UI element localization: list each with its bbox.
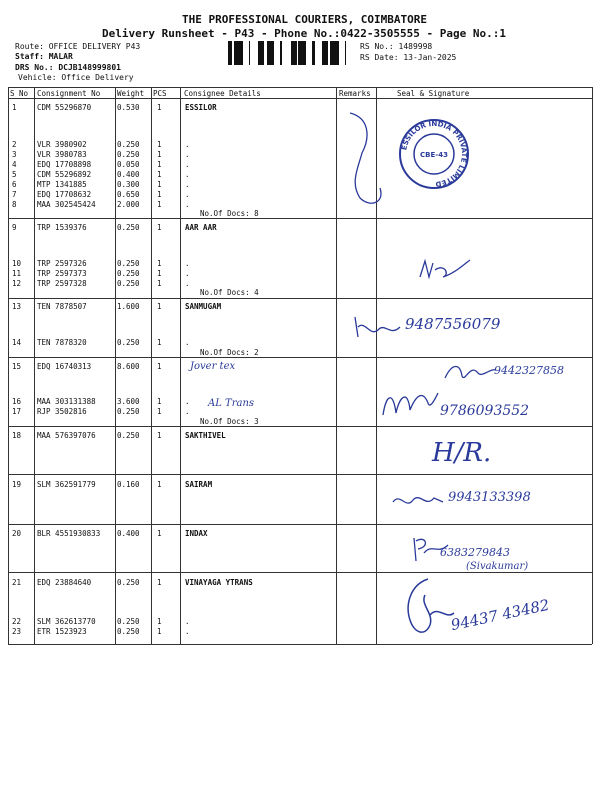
- row-consignment-no: VLR 3980902: [37, 140, 87, 149]
- row-consignment-no: MTP 1341885: [37, 180, 87, 189]
- col-header-sno: S No: [10, 89, 29, 98]
- row-weight: 0.400: [117, 529, 140, 538]
- row-weight: 0.250: [117, 578, 140, 587]
- row-weight: 0.250: [117, 338, 140, 347]
- row-weight: 0.250: [117, 140, 140, 149]
- row-pcs: 1: [157, 627, 162, 636]
- signature-row21: [400, 575, 458, 643]
- drs-number: DRS No.: DCJB148999801: [15, 63, 121, 72]
- row-sno: 9: [12, 223, 17, 232]
- row-sno: 3: [12, 150, 17, 159]
- row-consignment-no: EDQ 17708898: [37, 160, 92, 169]
- row-sno: 10: [12, 259, 22, 268]
- row-consignee: .: [185, 407, 190, 416]
- row-consignment-no: TRP 2597373: [37, 269, 87, 278]
- row-consignee: INDAX: [185, 529, 208, 538]
- row-pcs: 1: [157, 578, 162, 587]
- row-sno: 12: [12, 279, 22, 288]
- col-header-consignee: Consignee Details: [184, 89, 261, 98]
- row-pcs: 1: [157, 180, 162, 189]
- row-weight: 0.250: [117, 617, 140, 626]
- row-consignment-no: TEN 7878320: [37, 338, 87, 347]
- row-weight: 0.250: [117, 150, 140, 159]
- row-consignment-no: MAA 303131388: [37, 397, 96, 406]
- row-pcs: 1: [157, 480, 162, 489]
- row-weight: 0.400: [117, 170, 140, 179]
- row-pcs: 1: [157, 170, 162, 179]
- row-sno: 6: [12, 180, 17, 189]
- row-pcs: 1: [157, 259, 162, 268]
- row-consignee: .: [185, 160, 190, 169]
- row-pcs: 1: [157, 160, 162, 169]
- row-consignment-no: BLR 4551930833: [37, 529, 101, 538]
- handwritten-phone-r19: 9943133398: [448, 490, 531, 505]
- row-sno: 16: [12, 397, 22, 406]
- row-consignee: .: [185, 617, 190, 626]
- row-consignment-no: SLM 362591779: [37, 480, 96, 489]
- signature-row19: [388, 490, 448, 512]
- vehicle-label: Vehicle: Office Delivery: [18, 73, 134, 82]
- doc-count: No.Of Docs: 2: [200, 348, 259, 357]
- row-weight: 0.250: [117, 627, 140, 636]
- row-consignee: .: [185, 180, 190, 189]
- row-pcs: 1: [157, 362, 162, 371]
- row-consignment-no: SLM 362613770: [37, 617, 96, 626]
- row-sno: 13: [12, 302, 22, 311]
- row-consignee: .: [185, 259, 190, 268]
- row-weight: 3.600: [117, 397, 140, 406]
- row-pcs: 1: [157, 302, 162, 311]
- row-pcs: 1: [157, 200, 162, 209]
- row-consignee: .: [185, 269, 190, 278]
- doc-count: No.Of Docs: 4: [200, 288, 259, 297]
- row-sno: 23: [12, 627, 22, 636]
- row-sno: 15: [12, 362, 22, 371]
- row-weight: 0.250: [117, 279, 140, 288]
- row-consignee: SAIRAM: [185, 480, 213, 489]
- handwritten-consignee-r15: Jover tex: [190, 361, 236, 372]
- row-weight: 0.300: [117, 180, 140, 189]
- row-consignment-no: EDQ 23884640: [37, 578, 92, 587]
- signature-row13: [350, 312, 410, 342]
- row-consignment-no: TRP 2597328: [37, 279, 87, 288]
- row-pcs: 1: [157, 269, 162, 278]
- row-weight: 0.250: [117, 223, 140, 232]
- row-consignment-no: TRP 1539376: [37, 223, 87, 232]
- row-weight: 0.250: [117, 269, 140, 278]
- row-weight: 0.250: [117, 259, 140, 268]
- row-sno: 11: [12, 269, 22, 278]
- stamp-center-text: CBE-43: [420, 151, 448, 159]
- barcode: [228, 41, 354, 65]
- rs-number: RS No.: 1489998: [360, 42, 433, 51]
- row-consignment-no: RJP 3502816: [37, 407, 87, 416]
- row-consignment-no: EDQ 16740313: [37, 362, 92, 371]
- route-label: Route: OFFICE DELIVERY P43: [15, 42, 141, 51]
- row-consignee: .: [185, 140, 190, 149]
- handwritten-phone-r15: 9442327858: [494, 364, 564, 377]
- row-consignee: AAR AAR: [185, 223, 217, 232]
- row-consignee: SAKTHIVEL: [185, 431, 226, 440]
- row-weight: 2.000: [117, 200, 140, 209]
- row-consignment-no: VLR 3980783: [37, 150, 87, 159]
- row-consignee: .: [185, 627, 190, 636]
- row-weight: 0.650: [117, 190, 140, 199]
- row-pcs: 1: [157, 150, 162, 159]
- row-consignment-no: CDM 55296892: [37, 170, 92, 179]
- row-sno: 19: [12, 480, 22, 489]
- col-header-consignment: Consignment No: [37, 89, 101, 98]
- handwritten-consignee-r16: AL Trans: [208, 398, 255, 409]
- row-sno: 8: [12, 200, 17, 209]
- company-seal-stamp: [398, 118, 470, 190]
- col-header-weight: Weight: [117, 89, 145, 98]
- signature-row1: [340, 108, 400, 213]
- stamp-ring-text: ESSILOR INDIA PRIVATE LIMITED: [400, 119, 469, 189]
- handwritten-phone-r16: 9786093552: [440, 403, 530, 419]
- handwritten-phone-r13: 9487556079: [405, 315, 501, 333]
- row-weight: 0.250: [117, 431, 140, 440]
- row-consignment-no: TRP 2597326: [37, 259, 87, 268]
- row-consignee: ESSILOR: [185, 103, 217, 112]
- signature-row16: [378, 385, 440, 421]
- row-sno: 21: [12, 578, 22, 587]
- company-title: THE PROFESSIONAL COURIERS, COIMBATORE: [182, 13, 428, 26]
- handwritten-name-r20: (Sivakumar): [466, 561, 529, 572]
- doc-count: No.Of Docs: 3: [200, 417, 259, 426]
- row-consignment-no: TEN 7878507: [37, 302, 87, 311]
- signature-row9: [415, 255, 475, 285]
- row-pcs: 1: [157, 338, 162, 347]
- row-sno: 2: [12, 140, 17, 149]
- row-pcs: 1: [157, 529, 162, 538]
- row-pcs: 1: [157, 190, 162, 199]
- handwritten-hr-r18: H/R.: [432, 438, 492, 468]
- row-sno: 20: [12, 529, 22, 538]
- row-weight: 8.600: [117, 362, 140, 371]
- col-header-seal: Seal & Signature: [397, 89, 470, 98]
- row-sno: 4: [12, 160, 17, 169]
- row-consignee: .: [185, 338, 190, 347]
- row-consignment-no: MAA 576397076: [37, 431, 96, 440]
- rs-date: RS Date: 13-Jan-2025: [360, 53, 457, 62]
- row-sno: 7: [12, 190, 17, 199]
- row-sno: 18: [12, 431, 22, 440]
- row-weight: 0.250: [117, 407, 140, 416]
- row-consignee: SANMUGAM: [185, 302, 222, 311]
- row-consignment-no: ETR 1523923: [37, 627, 87, 636]
- runsheet-subtitle: Delivery Runsheet - P43 - Phone No.:0422-3505555 - Page No.:1: [102, 27, 506, 40]
- row-pcs: 1: [157, 279, 162, 288]
- row-pcs: 1: [157, 103, 162, 112]
- row-sno: 1: [12, 103, 17, 112]
- row-pcs: 1: [157, 431, 162, 440]
- row-consignee: .: [185, 200, 190, 209]
- signature-row15: [440, 358, 500, 388]
- col-header-pcs: PCS: [153, 89, 167, 98]
- staff-label: Staff: MALAR: [15, 52, 73, 61]
- row-pcs: 1: [157, 407, 162, 416]
- row-consignment-no: MAA 302545424: [37, 200, 96, 209]
- row-weight: 0.160: [117, 480, 140, 489]
- row-consignee: .: [185, 190, 190, 199]
- row-consignee: .: [185, 150, 190, 159]
- row-pcs: 1: [157, 223, 162, 232]
- row-consignee: .: [185, 170, 190, 179]
- row-pcs: 1: [157, 140, 162, 149]
- col-header-remarks: Remarks: [339, 89, 371, 98]
- doc-count: No.Of Docs: 8: [200, 209, 259, 218]
- row-consignee: VINAYAGA YTRANS: [185, 578, 253, 587]
- row-pcs: 1: [157, 617, 162, 626]
- handwritten-phone-r21: 94437 43482: [449, 595, 551, 635]
- row-weight: 0.050: [117, 160, 140, 169]
- row-consignee: .: [185, 279, 190, 288]
- row-consignment-no: CDM 55296870: [37, 103, 92, 112]
- row-sno: 22: [12, 617, 22, 626]
- row-sno: 5: [12, 170, 17, 179]
- handwritten-phone-r20: 6383279843: [440, 546, 510, 559]
- row-weight: 1.600: [117, 302, 140, 311]
- row-pcs: 1: [157, 397, 162, 406]
- row-consignment-no: EDQ 17708632: [37, 190, 92, 199]
- row-sno: 17: [12, 407, 22, 416]
- row-consignee: .: [185, 397, 190, 406]
- row-weight: 0.530: [117, 103, 140, 112]
- row-sno: 14: [12, 338, 22, 347]
